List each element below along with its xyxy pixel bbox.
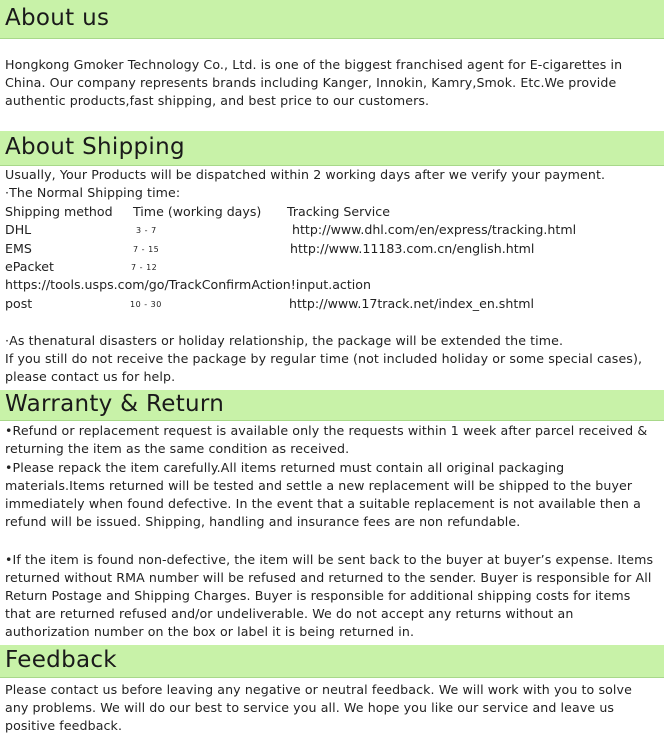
row-method: DHL xyxy=(5,222,32,237)
warranty-item: •Refund or replacement request is available only the requests within 1 week after parcel received & returning the item as the same condition as received. xyxy=(5,423,648,456)
about-us-title: About us xyxy=(5,4,110,31)
feedback-title: Feedback xyxy=(5,646,117,673)
row-method: post xyxy=(5,296,33,311)
warranty-return-header xyxy=(0,390,664,421)
epacket-tracking-link[interactable]: https://tools.usps.com/go/TrackConfirmAction!input.action xyxy=(5,277,371,292)
row-tracking-link[interactable]: http://www.dhl.com/en/express/tracking.html xyxy=(292,222,577,237)
row-time: 7 - 15 xyxy=(133,245,160,254)
header-time: Time (working days) xyxy=(133,204,262,219)
feedback-text: Please contact us before leaving any negative or neutral feedback. We will work with you to solve any problems. We will do our best to service you all. We hope you like our service and leave us positive feedback. xyxy=(5,682,632,733)
row-method: EMS xyxy=(5,241,32,256)
about-us-text: Hongkong Gmoker Technology Co., Ltd. is one of the biggest franchised agent for E-cigarettes in China. Our company represents brands including Kanger, Innokin, Kamry,Smok. Etc.We provide authentic products,fast shipping, and best price to our customers. xyxy=(5,57,623,108)
about-shipping-title: About Shipping xyxy=(5,133,185,160)
shipping-contact-note: If you still do not receive the package by regular time (not included holiday or some special cases), please contact us for help. xyxy=(5,351,643,384)
about-us-header xyxy=(0,0,664,39)
row-time: 3 - 7 xyxy=(136,226,157,235)
row-time: 10 - 30 xyxy=(130,300,162,309)
warranty-item: •If the item is found non-defective, the item will be sent back to the buyer at buyer’s expense. Items returned without RMA number will be refused and returned to the sender. Buyer is responsible for All Return Postage and Shipping Charges. Buyer is responsible for additional shipping costs for items that are returned refused and/or undeliverable. We do not accept any returns without an authorization number on the box or label it is being returned in. xyxy=(5,552,654,639)
shipping-intro: Usually, Your Products will be dispatched within 2 working days after we verify your payment. xyxy=(5,167,606,182)
about-shipping-header xyxy=(0,131,664,166)
shipping-delay-note: ·As thenatural disasters or holiday relationship, the package will be extended the time. xyxy=(5,333,564,348)
warranty-return-title: Warranty & Return xyxy=(5,390,225,417)
row-tracking-link[interactable]: http://www.17track.net/index_en.shtml xyxy=(289,296,535,311)
row-time: 7 - 12 xyxy=(131,263,158,272)
feedback-header xyxy=(0,645,664,678)
row-tracking-link[interactable]: http://www.11183.com.cn/english.html xyxy=(290,241,535,256)
normal-shipping-label: ·The Normal Shipping time: xyxy=(5,185,181,200)
header-tracking-service: Tracking Service xyxy=(287,204,390,219)
header-shipping-method: Shipping method xyxy=(5,204,113,219)
row-method: ePacket xyxy=(5,259,54,274)
warranty-item: •Please repack the item carefully.All items returned must contain all original packaging materials.Items returned will be tested and settle a new replacement will be shipped to the buyer immediately when found defective. In the event that a suitable replacement is not available then a refund will be issued. Shipping, handling and insurance fees are non refundable. xyxy=(5,460,641,529)
